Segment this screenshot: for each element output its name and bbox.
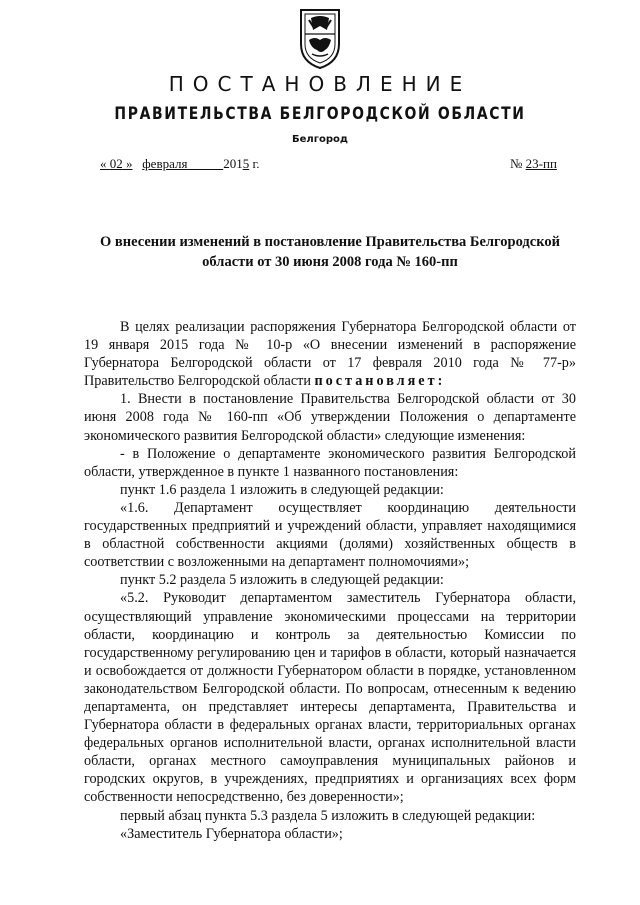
- resolves-keyword: постановляет:: [314, 373, 446, 390]
- date-year-digit: 5: [242, 156, 250, 171]
- document-body: [84, 318, 576, 843]
- date-year-suffix: г.: [249, 156, 260, 171]
- issuing-authority: ПРАВИТЕЛЬСТВА БЕЛГОРОДСКОЙ ОБЛАСТИ: [114, 104, 526, 124]
- paragraph-point-5-2-intro: пункт 5.2 раздела 5 изложить в следующей редакции:: [120, 572, 444, 589]
- paragraph-point-5-2: «5.2. Руководит департаментом заместитель Губернатора области, осуществляющий управление экономическими процессами на территории области, координацию и контроль за деятельностью Комиссии по государственному регулированию цен и тарифов в области, который назначается и освобождается от должности Губернатором области в порядке, установленном законодательством Белгородской области. По вопросам, отнесенным к ведению департамента, он представляет интересы департамента, Правительства и Губернатора области в федеральных органах власти, территориальных органах федеральных органов исполнительной власти, органах исполнительной власти области, органах местного самоуправления муниципальных районов и городских округов, в учреждениях, предприятиях и организациях всех форм собственности непосредственно, без доверенности»;: [84, 590, 576, 806]
- paragraph-point-5-3-intro: первый абзац пункта 5.3 раздела 5 изложить в следующей редакции:: [120, 807, 536, 824]
- paragraph-point-1-6-intro: пункт 1.6 раздела 1 изложить в следующей редакции:: [120, 481, 444, 498]
- date-year-prefix: 201: [223, 156, 243, 171]
- date-quote-close: »: [126, 156, 133, 171]
- preamble-text: В целях реализации распоряжения Губернатора Белгородской области от 19 января 2015 года № 10-р «О внесении изменений в распоряжение Губернатора Белгородской области от 17 февраля 2010 года № 77-р» Правительство Белгородской области: [84, 319, 576, 390]
- paragraph-amendment-intro: - в Положение о департаменте экономического развития Белгородской области, утвержденное в пункте 1 названного постановления:: [84, 445, 576, 480]
- city-name: Белгород: [292, 134, 348, 145]
- document-title: О внесении изменений в постановление Правительства Белгородской области от 30 июня 2008 года № 160-пп: [100, 234, 560, 270]
- document-date: [100, 156, 260, 172]
- coat-of-arms-emblem: [295, 4, 345, 70]
- date-day: 02: [109, 156, 123, 171]
- date-month: февраля: [142, 156, 188, 171]
- number-sign: №: [510, 156, 523, 171]
- paragraph-point-5-3: «Заместитель Губернатора области»;: [120, 825, 343, 842]
- document-number: [510, 156, 557, 172]
- paragraph-point-1-6: «1.6. Департамент осуществляет координацию деятельности государственных предприятий и учреждений области, управляет находящимися в областной собственности акциями (долями) хозяйственных обществ в соответствии с возложенными на департамент полномочиями»;: [84, 499, 576, 571]
- number-value: 23-пп: [525, 156, 557, 171]
- document-type-heading: ПОСТАНОВЛЕНИЕ: [168, 72, 472, 96]
- paragraph-preamble: [84, 318, 576, 390]
- date-quote-open: «: [100, 156, 107, 171]
- paragraph-item-1: 1. Внести в постановление Правительства Белгородской области от 30 июня 2008 года № 160-пп «Об утверждении Положения о департаменте экономического развития Белгородской области» следующие изменения:: [84, 391, 576, 444]
